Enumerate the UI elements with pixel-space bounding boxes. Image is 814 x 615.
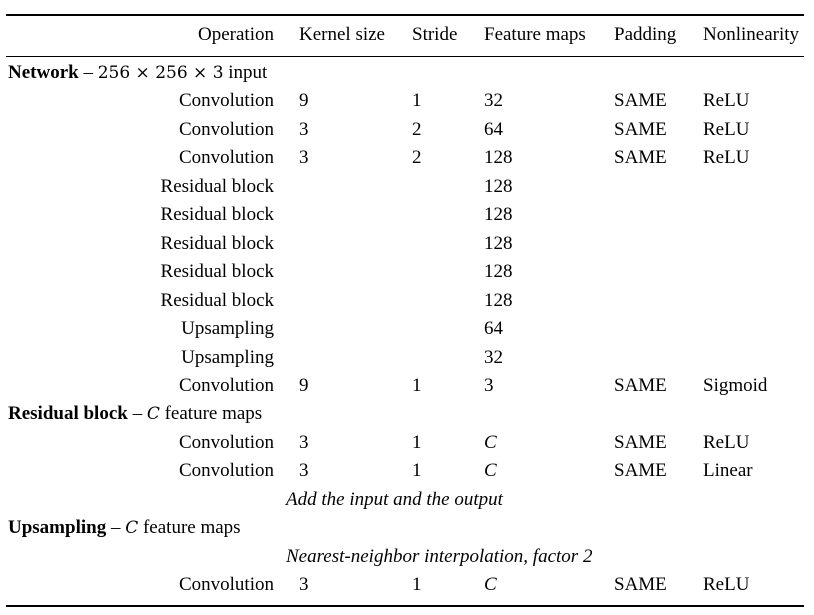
cell-feature-maps: 128: [484, 232, 513, 254]
section-note-row: [0, 486, 814, 514]
cell-nonlinearity: Linear: [703, 460, 753, 482]
table-row: [0, 457, 814, 485]
cell-kernel-size: 3: [299, 460, 309, 482]
section-heading: [0, 59, 814, 87]
cell-kernel-size: 3: [299, 118, 309, 140]
cell-nonlinearity: ReLU: [703, 431, 750, 453]
table-header-row: [0, 21, 814, 49]
cell-stride: 2: [412, 147, 422, 169]
cell-padding: SAME: [614, 460, 667, 482]
cell-feature-maps: 3: [484, 374, 494, 396]
section-name: Upsampling: [8, 517, 107, 539]
section-name: Network: [8, 62, 79, 83]
cell-padding: SAME: [614, 90, 667, 112]
cell-operation: Residual block: [160, 261, 274, 283]
cell-operation: Residual block: [160, 232, 274, 254]
section-math: C: [146, 404, 160, 425]
cell-operation: Convolution: [178, 147, 274, 169]
section-note: Add the input and the output: [286, 488, 503, 510]
header-operation: Operation: [198, 24, 274, 45]
table-row: [0, 87, 814, 115]
cell-kernel-size: 9: [299, 374, 309, 396]
cell-operation: Upsampling: [181, 318, 274, 340]
cell-stride: 1: [412, 460, 422, 482]
cell-kernel-size: 3: [299, 147, 309, 169]
cell-nonlinearity: ReLU: [703, 90, 750, 112]
cell-operation: Convolution: [178, 118, 274, 140]
cell-feature-maps: 64: [484, 318, 503, 340]
table-row: [0, 116, 814, 144]
header-nonlinearity: Nonlinearity: [703, 24, 800, 45]
table-top-rule: [6, 14, 804, 16]
cell-operation: Convolution: [178, 90, 274, 112]
section-title: Network – 256 × 256 × 3 input: [8, 62, 268, 83]
table-row: [0, 429, 814, 457]
table-bottom-rule: [6, 605, 804, 607]
cell-stride: 1: [412, 374, 422, 396]
cell-feature-maps: C: [484, 574, 497, 596]
cell-feature-maps: 128: [484, 204, 513, 226]
table-row: [0, 344, 814, 372]
cell-kernel-size: 9: [299, 90, 309, 112]
table-row: [0, 315, 814, 343]
cell-kernel-size: 3: [299, 574, 309, 596]
cell-feature-maps: 128: [484, 261, 513, 283]
table-header-rule: [6, 56, 804, 57]
header-kernel-size: Kernel size: [299, 24, 385, 45]
cell-operation: Residual block: [160, 289, 274, 311]
table-row: [0, 287, 814, 315]
table-row: [0, 173, 814, 201]
cell-operation: Residual block: [160, 175, 274, 197]
table-row: [0, 372, 814, 400]
cell-operation: Convolution: [178, 374, 274, 396]
header-stride: Stride: [412, 24, 458, 45]
cell-operation: Upsampling: [181, 346, 274, 368]
cell-feature-maps: 128: [484, 175, 513, 197]
table-row: [0, 144, 814, 172]
cell-stride: 1: [412, 90, 422, 112]
section-title: Upsampling – C feature maps: [8, 517, 241, 539]
cell-operation: Residual block: [160, 204, 274, 226]
cell-operation: Convolution: [178, 574, 274, 596]
section-math: 256 × 256 × 3: [97, 63, 224, 83]
table-row: [0, 258, 814, 286]
cell-stride: 1: [412, 431, 422, 453]
section-heading: [0, 400, 814, 428]
table-row: [0, 201, 814, 229]
section-heading: [0, 514, 814, 542]
cell-padding: SAME: [614, 374, 667, 396]
section-note: Nearest-neighbor interpolation, factor 2: [286, 545, 593, 567]
cell-feature-maps: 64: [484, 118, 503, 140]
section-name: Residual block: [8, 403, 128, 425]
table-row: [0, 230, 814, 258]
cell-feature-maps: 32: [484, 346, 503, 368]
cell-feature-maps: 128: [484, 147, 513, 169]
cell-padding: SAME: [614, 431, 667, 453]
cell-stride: 1: [412, 574, 422, 596]
header-padding: Padding: [614, 24, 677, 45]
cell-nonlinearity: Sigmoid: [703, 374, 768, 396]
cell-padding: SAME: [614, 574, 667, 596]
cell-feature-maps: C: [484, 460, 497, 482]
cell-feature-maps: 32: [484, 90, 503, 112]
cell-feature-maps: 128: [484, 289, 513, 311]
cell-nonlinearity: ReLU: [703, 118, 750, 140]
cell-nonlinearity: ReLU: [703, 574, 750, 596]
cell-operation: Convolution: [178, 431, 274, 453]
section-title: Residual block – C feature maps: [8, 403, 263, 425]
cell-feature-maps: C: [484, 431, 497, 453]
cell-padding: SAME: [614, 118, 667, 140]
cell-stride: 2: [412, 118, 422, 140]
header-feature-maps: Feature maps: [484, 24, 586, 45]
cell-operation: Convolution: [178, 460, 274, 482]
section-math: C: [125, 518, 139, 539]
section-note-row: [0, 543, 814, 571]
cell-padding: SAME: [614, 147, 667, 169]
table-row: [0, 571, 814, 599]
cell-kernel-size: 3: [299, 431, 309, 453]
cell-nonlinearity: ReLU: [703, 147, 750, 169]
